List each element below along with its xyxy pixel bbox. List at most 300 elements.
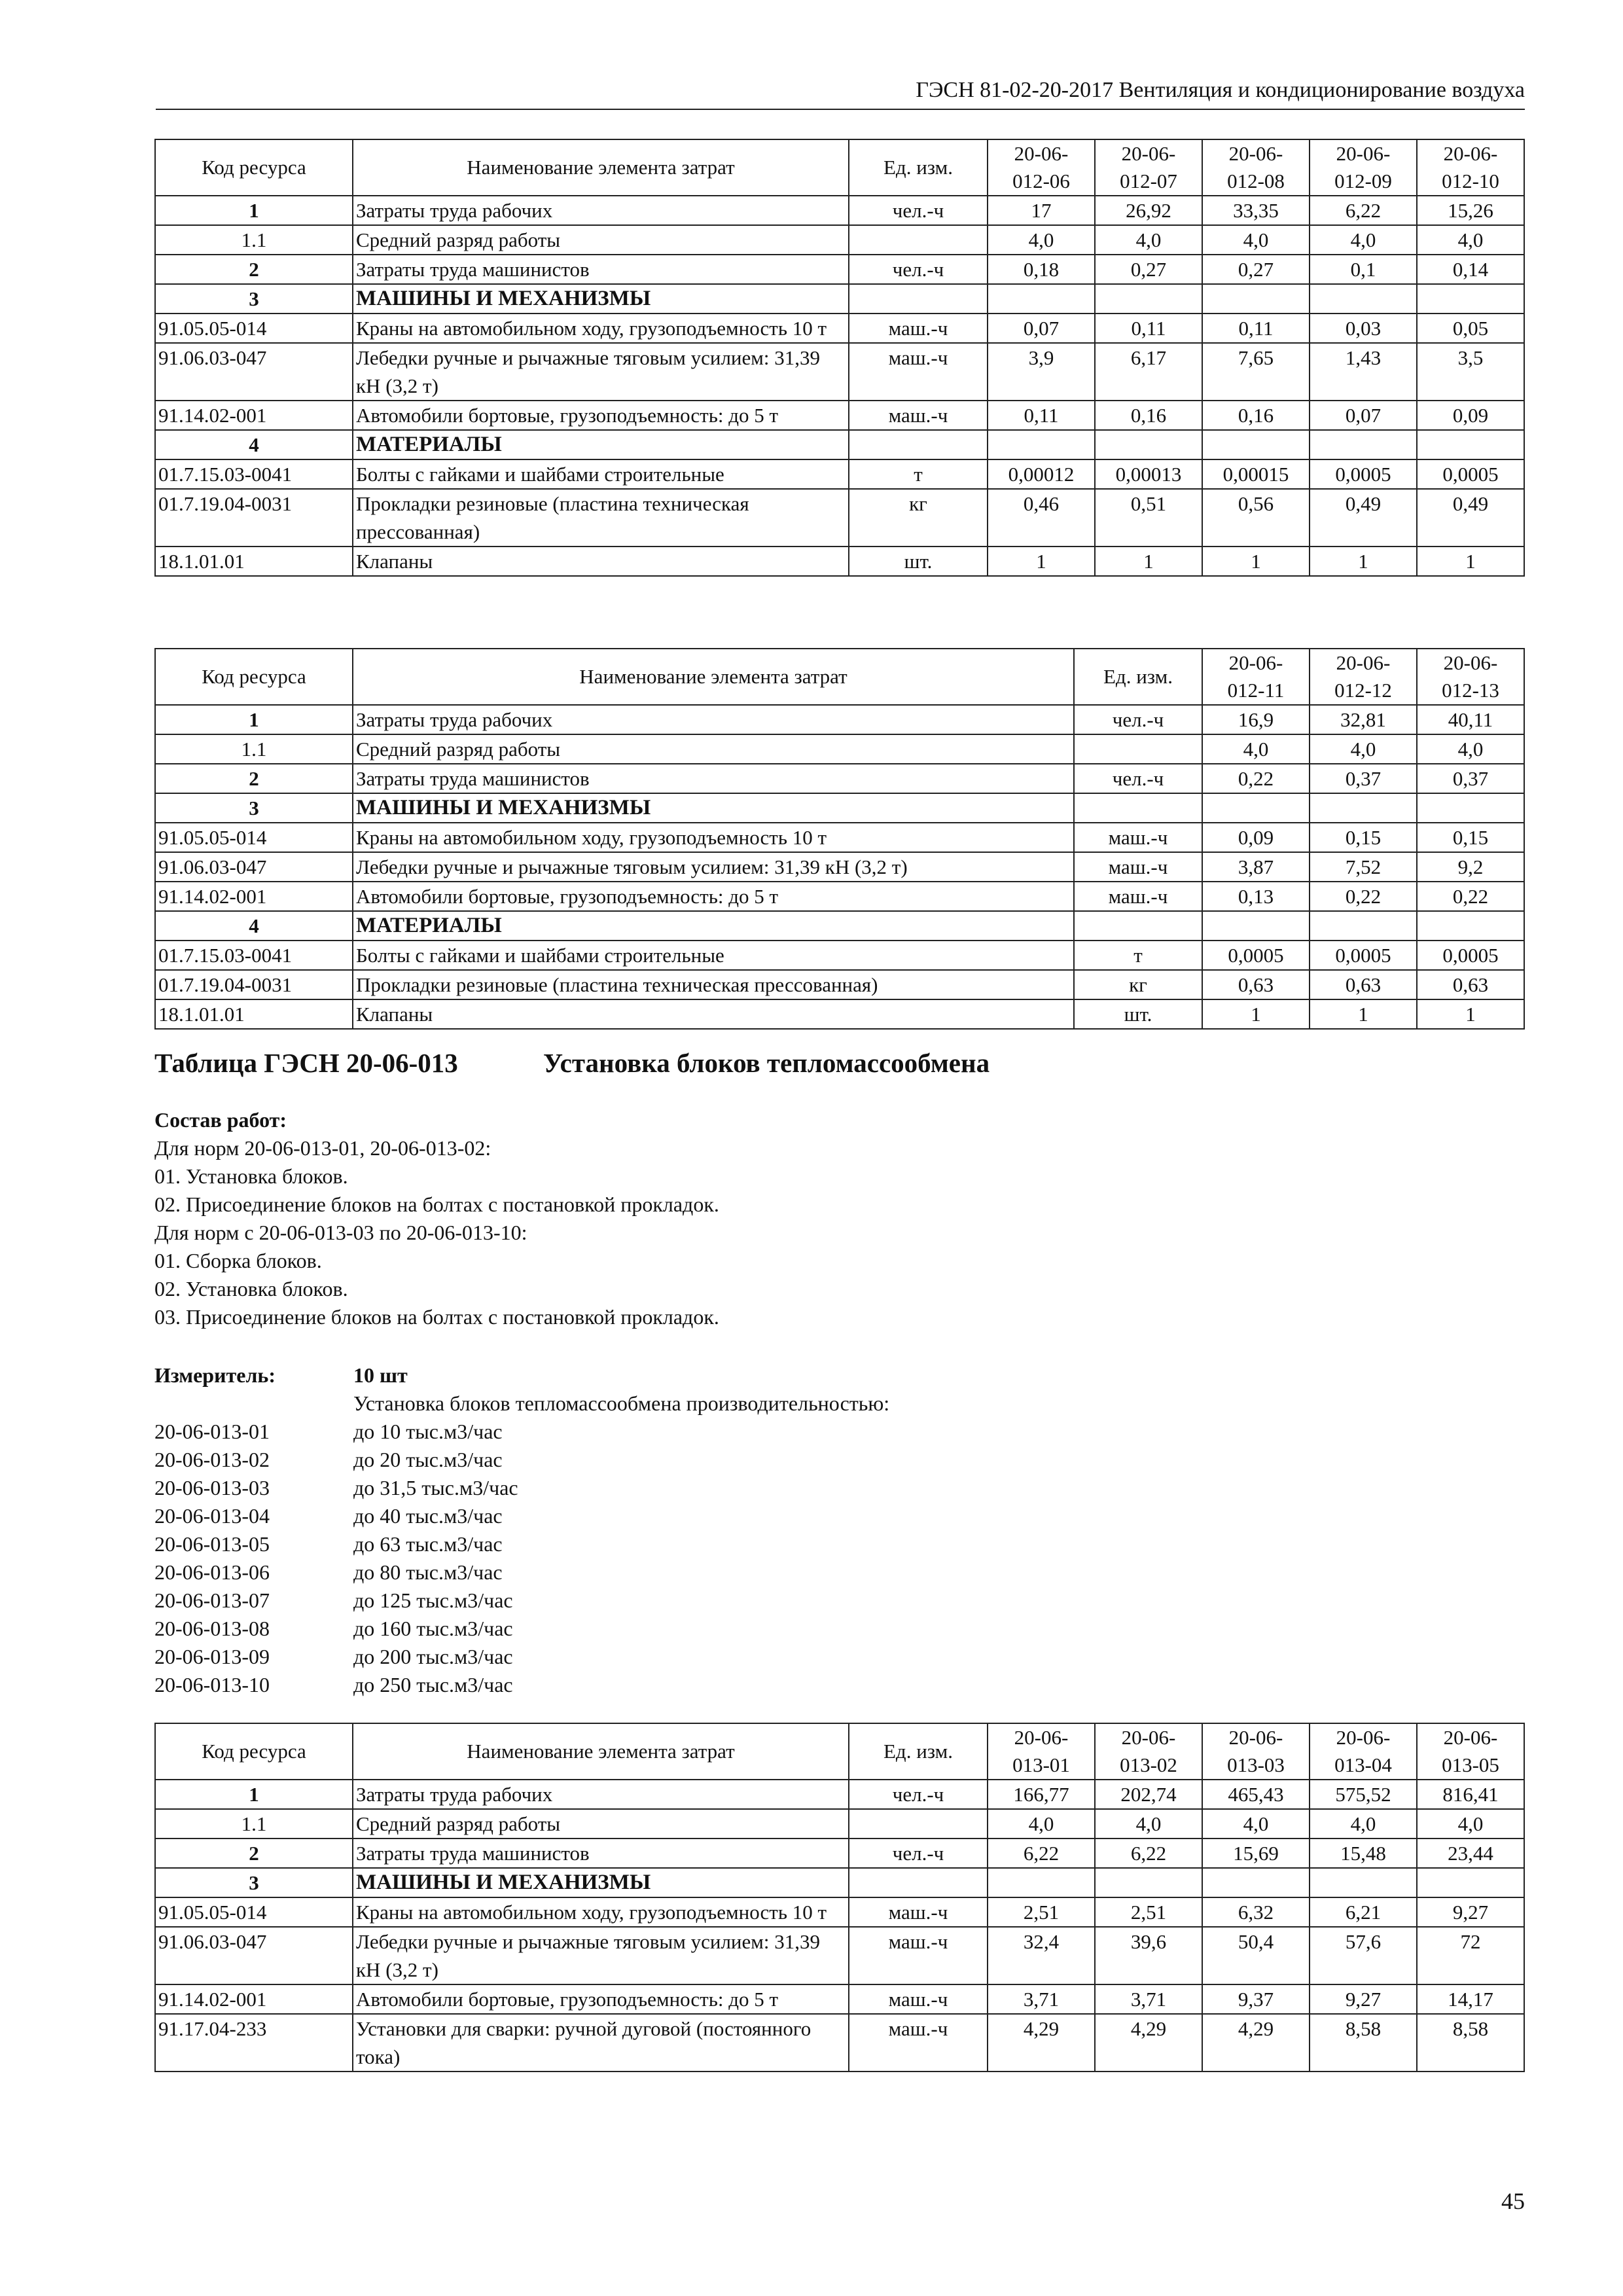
resource-value: 6,21 (1310, 1897, 1417, 1927)
composition-label: Состав работ: (154, 1108, 287, 1132)
resource-unit: чел.-ч (1074, 705, 1202, 734)
resource-value: 0,49 (1417, 489, 1524, 547)
resource-value: 23,44 (1417, 1839, 1524, 1868)
resource-code: 2 (155, 764, 353, 793)
header-unit: Ед. изм. (849, 1723, 988, 1780)
resource-value: 6,32 (1202, 1897, 1310, 1927)
resource-value: 0,07 (1310, 401, 1417, 430)
resource-name: Краны на автомобильном ходу, грузоподъемность 10 т (353, 823, 1074, 852)
resource-value: 0,11 (1202, 314, 1310, 343)
resource-value: 26,92 (1095, 196, 1202, 225)
resource-value: 0,0005 (1310, 941, 1417, 970)
norm-code-line1: 20-06- (1443, 142, 1498, 165)
resource-value: 6,22 (1095, 1839, 1202, 1868)
resource-value: 1 (1310, 999, 1417, 1029)
resource-value: 4,0 (1202, 734, 1310, 764)
table-row (155, 225, 1524, 255)
table-row (155, 430, 1524, 459)
table-row (155, 852, 1524, 882)
resource-name: Установки для сварки: ручной дуговой (постоянного тока) (353, 2014, 849, 2072)
table-row (155, 1897, 1524, 1927)
resource-value: 0,37 (1417, 764, 1524, 793)
resource-unit (1074, 793, 1202, 823)
table-row (155, 196, 1524, 225)
composition-line: 01. Сборка блоков. (154, 1249, 322, 1272)
resource-value: 0,11 (1095, 314, 1202, 343)
resource-value: 0,00015 (1202, 459, 1310, 489)
norm-code: 20-06-013-02 (154, 1448, 270, 1471)
resource-code: 91.14.02-001 (155, 882, 353, 911)
norm-row (154, 1671, 1398, 1699)
resource-unit: т (849, 459, 988, 489)
resource-name: Болты с гайками и шайбами строительные (353, 941, 1074, 970)
header-name: Наименование элемента затрат (353, 1723, 849, 1780)
header-norm-code (1310, 1723, 1417, 1780)
resource-code: 2 (155, 255, 353, 284)
resource-code: 18.1.01.01 (155, 999, 353, 1029)
resource-value: 0,0005 (1417, 459, 1524, 489)
norm-row (154, 1418, 1398, 1446)
resource-value: 6,22 (988, 1839, 1095, 1868)
resource-unit: чел.-ч (849, 1839, 988, 1868)
resource-value: 0,14 (1417, 255, 1524, 284)
resource-code: 01.7.15.03-0041 (155, 941, 353, 970)
norm-row (154, 1530, 1398, 1558)
header-code: Код ресурса (155, 649, 353, 705)
norm-row (154, 1615, 1398, 1643)
table-row (155, 999, 1524, 1029)
resource-code: 1.1 (155, 225, 353, 255)
resource-value: 7,52 (1310, 852, 1417, 882)
resource-name: Клапаны (353, 999, 1074, 1029)
norm-row (154, 1558, 1398, 1587)
resource-value: 575,52 (1310, 1780, 1417, 1809)
resource-name: Средний разряд работы (353, 1809, 849, 1839)
resource-value: 7,65 (1202, 343, 1310, 401)
norm-code-line2: 012-11 (1227, 679, 1285, 702)
norm-code-line1: 20-06- (1443, 1726, 1498, 1749)
resource-name: Автомобили бортовые, грузоподъемность: до 5 т (353, 1984, 849, 2014)
resource-value: 3,5 (1417, 343, 1524, 401)
resource-name: МАШИНЫ И МЕХАНИЗМЫ (353, 1868, 849, 1897)
resource-value: 32,4 (988, 1927, 1095, 1984)
resource-name: МАТЕРИАЛЫ (353, 911, 1074, 941)
resource-value (1310, 430, 1417, 459)
norm-code-line2: 013-04 (1334, 1753, 1392, 1776)
resource-code: 3 (155, 284, 353, 314)
norm-code: 20-06-013-09 (154, 1645, 270, 1668)
resource-code: 1 (155, 1780, 353, 1809)
table-row (155, 1839, 1524, 1868)
norm-code-line2: 013-03 (1227, 1753, 1285, 1776)
resource-value: 0,22 (1417, 882, 1524, 911)
norm-description: до 10 тыс.м3/час (353, 1420, 503, 1443)
resource-unit: чел.-ч (1074, 764, 1202, 793)
resource-unit (1074, 911, 1202, 941)
table-row (155, 1809, 1524, 1839)
resource-value (1095, 430, 1202, 459)
resource-value: 0,03 (1310, 314, 1417, 343)
header-norm-code (1310, 139, 1417, 196)
norm-description: до 31,5 тыс.м3/час (353, 1476, 518, 1499)
resource-unit (849, 1868, 988, 1897)
running-header: ГЭСН 81-02-20-2017 Вентиляция и кондиционирование воздуха (156, 72, 1525, 110)
resource-code: 91.14.02-001 (155, 401, 353, 430)
resource-value: 0,0005 (1310, 459, 1417, 489)
norm-code-line2: 013-02 (1120, 1753, 1177, 1776)
resource-code: 4 (155, 430, 353, 459)
header-norm-code (1310, 649, 1417, 705)
measure-description: Установка блоков тепломассообмена производительностью: (353, 1391, 890, 1415)
resource-value: 202,74 (1095, 1780, 1202, 1809)
resource-value: 9,37 (1202, 1984, 1310, 2014)
table-row (155, 2014, 1524, 2072)
resource-unit: т (1074, 941, 1202, 970)
resource-unit: маш.-ч (1074, 823, 1202, 852)
resource-value: 0,63 (1202, 970, 1310, 999)
table-row (155, 734, 1524, 764)
table-row (155, 489, 1524, 547)
resource-value: 4,0 (1417, 1809, 1524, 1839)
table-row (155, 343, 1524, 401)
measure-value: 10 шт (353, 1363, 408, 1387)
resource-unit: шт. (1074, 999, 1202, 1029)
resource-name: Лебедки ручные и рычажные тяговым усилием: 31,39 кН (3,2 т) (353, 852, 1074, 882)
resource-name: Болты с гайками и шайбами строительные (353, 459, 849, 489)
resource-code: 01.7.15.03-0041 (155, 459, 353, 489)
header-norm-code (1417, 139, 1524, 196)
resource-unit: чел.-ч (849, 196, 988, 225)
resource-name: Краны на автомобильном ходу, грузоподъемность 10 т (353, 314, 849, 343)
norm-description: до 160 тыс.м3/час (353, 1617, 513, 1640)
table-row (155, 284, 1524, 314)
resource-value (1202, 793, 1310, 823)
resource-value (1202, 284, 1310, 314)
resource-value: 4,0 (1310, 225, 1417, 255)
header-norm-code (1202, 649, 1310, 705)
resource-value: 816,41 (1417, 1780, 1524, 1809)
table-row (155, 1984, 1524, 2014)
resource-name: Прокладки резиновые (пластина техническая прессованная) (353, 970, 1074, 999)
measure-label: Измеритель: (154, 1363, 276, 1387)
resource-code: 01.7.19.04-0031 (155, 489, 353, 547)
resource-code: 18.1.01.01 (155, 547, 353, 576)
resource-value: 4,29 (1095, 2014, 1202, 2072)
resource-value: 33,35 (1202, 196, 1310, 225)
resource-value: 0,46 (988, 489, 1095, 547)
resource-unit: маш.-ч (849, 1927, 988, 1984)
resource-value: 2,51 (1095, 1897, 1202, 1927)
resource-name: Прокладки резиновые (пластина техническая прессованная) (353, 489, 849, 547)
resource-value: 8,58 (1417, 2014, 1524, 2072)
norm-code-line2: 012-09 (1334, 170, 1392, 192)
header-code: Код ресурса (155, 139, 353, 196)
table-row (155, 705, 1524, 734)
resource-value: 465,43 (1202, 1780, 1310, 1809)
norm-code-line1: 20-06- (1336, 1726, 1391, 1749)
resource-value: 0,27 (1202, 255, 1310, 284)
resource-unit: чел.-ч (849, 1780, 988, 1809)
norm-code: 20-06-013-04 (154, 1504, 270, 1528)
resource-value: 4,0 (988, 1809, 1095, 1839)
resource-unit (849, 1809, 988, 1839)
resource-name: Затраты труда машинистов (353, 1839, 849, 1868)
table-row (155, 401, 1524, 430)
resource-code: 4 (155, 911, 353, 941)
norm-code: 20-06-013-01 (154, 1420, 270, 1443)
work-composition (154, 1106, 1398, 1331)
norm-description: до 40 тыс.м3/час (353, 1504, 503, 1528)
resource-value: 0,09 (1202, 823, 1310, 852)
table-row (155, 941, 1524, 970)
norm-code: 20-06-013-06 (154, 1560, 270, 1584)
resource-value: 4,0 (1202, 1809, 1310, 1839)
resource-value: 1 (1095, 547, 1202, 576)
resource-code: 3 (155, 1868, 353, 1897)
resource-name: МАШИНЫ И МЕХАНИЗМЫ (353, 284, 849, 314)
norm-description: до 250 тыс.м3/час (353, 1673, 513, 1696)
resource-value: 0,37 (1310, 764, 1417, 793)
resource-code: 91.17.04-233 (155, 2014, 353, 2072)
resource-unit: маш.-ч (849, 401, 988, 430)
section-title (154, 1047, 990, 1079)
norm-code-line2: 012-08 (1227, 170, 1285, 192)
norm-code-line1: 20-06- (1228, 142, 1283, 165)
resource-value (1095, 284, 1202, 314)
norm-description: до 125 тыс.м3/час (353, 1588, 513, 1612)
resource-code: 91.06.03-047 (155, 852, 353, 882)
resource-value: 15,69 (1202, 1839, 1310, 1868)
resource-value: 0,13 (1202, 882, 1310, 911)
table-row (155, 547, 1524, 576)
resource-name: Краны на автомобильном ходу, грузоподъемность 10 т (353, 1897, 849, 1927)
resource-unit: маш.-ч (849, 2014, 988, 2072)
resource-value: 3,87 (1202, 852, 1310, 882)
resource-value (1417, 284, 1524, 314)
resource-value (1202, 1868, 1310, 1897)
header-norm-code (988, 139, 1095, 196)
resource-unit: чел.-ч (849, 255, 988, 284)
norm-code: 20-06-013-10 (154, 1673, 270, 1696)
header-norm-code (1417, 1723, 1524, 1780)
resource-unit: маш.-ч (849, 343, 988, 401)
header-unit: Ед. изм. (1074, 649, 1202, 705)
composition-line: Для норм 20-06-013-01, 20-06-013-02: (154, 1136, 491, 1160)
resource-value (988, 430, 1095, 459)
header-norm-code (1202, 1723, 1310, 1780)
resource-name: Лебедки ручные и рычажные тяговым усилием: 31,39 кН (3,2 т) (353, 343, 849, 401)
header-code: Код ресурса (155, 1723, 353, 1780)
resource-value: 6,17 (1095, 343, 1202, 401)
resource-value (988, 284, 1095, 314)
resource-value: 0,22 (1310, 882, 1417, 911)
resource-value: 9,27 (1310, 1984, 1417, 2014)
resource-value: 3,71 (1095, 1984, 1202, 2014)
table-row (155, 793, 1524, 823)
table-row (155, 1927, 1524, 1984)
resource-value: 0,49 (1310, 489, 1417, 547)
header-norm-code (1095, 1723, 1202, 1780)
resource-code: 3 (155, 793, 353, 823)
norm-code-line1: 20-06- (1336, 142, 1391, 165)
header-norm-code (1095, 139, 1202, 196)
resource-name: Затраты труда рабочих (353, 196, 849, 225)
resource-value (1310, 911, 1417, 941)
resource-name: МАТЕРИАЛЫ (353, 430, 849, 459)
resource-value (1417, 793, 1524, 823)
resource-value: 16,9 (1202, 705, 1310, 734)
resource-unit: маш.-ч (849, 1897, 988, 1927)
resource-value: 0,09 (1417, 401, 1524, 430)
resource-unit (1074, 734, 1202, 764)
resource-value: 0,51 (1095, 489, 1202, 547)
resource-value (1202, 430, 1310, 459)
resource-value (1310, 1868, 1417, 1897)
norm-description: до 20 тыс.м3/час (353, 1448, 503, 1471)
resource-value: 39,6 (1095, 1927, 1202, 1984)
resource-value: 0,0005 (1417, 941, 1524, 970)
resource-value: 1 (1310, 547, 1417, 576)
resource-name: Лебедки ручные и рычажные тяговым усилием: 31,39 кН (3,2 т) (353, 1927, 849, 1984)
resource-code: 91.05.05-014 (155, 823, 353, 852)
resource-value: 0,63 (1417, 970, 1524, 999)
norm-row (154, 1502, 1398, 1530)
resource-value: 14,17 (1417, 1984, 1524, 2014)
resource-value: 4,0 (1095, 225, 1202, 255)
norm-code-line2: 012-13 (1442, 679, 1499, 702)
resource-value: 4,0 (1417, 734, 1524, 764)
resource-value: 0,22 (1202, 764, 1310, 793)
norm-description: до 200 тыс.м3/час (353, 1645, 513, 1668)
resource-value (1417, 430, 1524, 459)
resource-name: Затраты труда машинистов (353, 255, 849, 284)
table-row (155, 764, 1524, 793)
table-row (155, 882, 1524, 911)
norm-code-line1: 20-06- (1121, 1726, 1176, 1749)
resource-value: 57,6 (1310, 1927, 1417, 1984)
resource-name: Затраты труда рабочих (353, 1780, 849, 1809)
resource-value: 1 (1202, 999, 1310, 1029)
norm-code-line1: 20-06- (1014, 1726, 1069, 1749)
resource-value (1095, 1868, 1202, 1897)
resource-value: 4,0 (1417, 225, 1524, 255)
composition-line: Для норм с 20-06-013-03 по 20-06-013-10: (154, 1221, 527, 1244)
composition-line: 02. Присоединение блоков на болтах с постановкой прокладок. (154, 1193, 719, 1216)
norm-code-line1: 20-06- (1228, 651, 1283, 674)
norm-code-line2: 012-10 (1442, 170, 1499, 192)
resource-value: 6,22 (1310, 196, 1417, 225)
resource-unit: маш.-ч (1074, 882, 1202, 911)
table-row (155, 970, 1524, 999)
resource-value: 3,9 (988, 343, 1095, 401)
resource-name: Затраты труда машинистов (353, 764, 1074, 793)
resource-value: 72 (1417, 1927, 1524, 1984)
resource-value: 1 (988, 547, 1095, 576)
table-title: Установка блоков тепломассообмена (543, 1048, 990, 1078)
resource-value: 9,27 (1417, 1897, 1524, 1927)
header-norm-code (988, 1723, 1095, 1780)
table-label: Таблица ГЭСН 20-06-013 (154, 1048, 458, 1078)
resource-value: 0,63 (1310, 970, 1417, 999)
norm-code-line2: 012-07 (1120, 170, 1177, 192)
resource-value: 32,81 (1310, 705, 1417, 734)
resource-code: 01.7.19.04-0031 (155, 970, 353, 999)
norm-row (154, 1446, 1398, 1474)
resource-value (1202, 911, 1310, 941)
header-unit: Ед. изм. (849, 139, 988, 196)
resource-value: 15,48 (1310, 1839, 1417, 1868)
resource-code: 91.05.05-014 (155, 1897, 353, 1927)
norm-code: 20-06-013-05 (154, 1532, 270, 1556)
norm-row (154, 1474, 1398, 1502)
resource-value: 166,77 (988, 1780, 1095, 1809)
resource-code: 1.1 (155, 734, 353, 764)
composition-line: 02. Установка блоков. (154, 1277, 348, 1300)
resource-name: МАШИНЫ И МЕХАНИЗМЫ (353, 793, 1074, 823)
resource-value (1310, 284, 1417, 314)
resource-value: 0,56 (1202, 489, 1310, 547)
resource-name: Автомобили бортовые, грузоподъемность: до 5 т (353, 401, 849, 430)
resource-value: 2,51 (988, 1897, 1095, 1927)
resource-code: 91.06.03-047 (155, 1927, 353, 1984)
table-row (155, 314, 1524, 343)
table-row (155, 459, 1524, 489)
norm-code-line1: 20-06- (1014, 142, 1069, 165)
resource-value: 17 (988, 196, 1095, 225)
resource-value: 1 (1417, 547, 1524, 576)
resource-value: 4,0 (1310, 734, 1417, 764)
norm-description: до 63 тыс.м3/час (353, 1532, 503, 1556)
norm-code-line1: 20-06- (1443, 651, 1498, 674)
resource-table-013-01-05 (154, 1723, 1525, 2072)
norm-code: 20-06-013-03 (154, 1476, 270, 1499)
resource-value: 0,16 (1095, 401, 1202, 430)
table-row (155, 255, 1524, 284)
resource-value: 0,1 (1310, 255, 1417, 284)
resource-value: 0,16 (1202, 401, 1310, 430)
resource-value: 1,43 (1310, 343, 1417, 401)
resource-code: 91.06.03-047 (155, 343, 353, 401)
norm-code: 20-06-013-07 (154, 1588, 270, 1612)
resource-code: 1.1 (155, 1809, 353, 1839)
resource-unit: кг (1074, 970, 1202, 999)
table-row (155, 911, 1524, 941)
resource-value: 4,0 (1095, 1809, 1202, 1839)
resource-code: 91.05.05-014 (155, 314, 353, 343)
resource-value: 0,07 (988, 314, 1095, 343)
norm-code-line2: 013-01 (1012, 1753, 1070, 1776)
resource-value: 0,05 (1417, 314, 1524, 343)
resource-table-012-06-10 (154, 139, 1525, 577)
resource-value: 4,0 (988, 225, 1095, 255)
composition-line: 01. Установка блоков. (154, 1164, 348, 1188)
resource-unit: маш.-ч (849, 1984, 988, 2014)
resource-code: 1 (155, 196, 353, 225)
resource-unit: маш.-ч (1074, 852, 1202, 882)
resource-value (1310, 793, 1417, 823)
resource-value (988, 1868, 1095, 1897)
resource-code: 2 (155, 1839, 353, 1868)
resource-value: 0,00012 (988, 459, 1095, 489)
norm-code-line1: 20-06- (1336, 651, 1391, 674)
resource-name: Автомобили бортовые, грузоподъемность: до 5 т (353, 882, 1074, 911)
resource-unit: кг (849, 489, 988, 547)
header-norm-code (1202, 139, 1310, 196)
norm-code-line2: 012-06 (1012, 170, 1070, 192)
page-number: 45 (1501, 2188, 1525, 2214)
resource-unit (849, 284, 988, 314)
resource-value: 0,15 (1417, 823, 1524, 852)
